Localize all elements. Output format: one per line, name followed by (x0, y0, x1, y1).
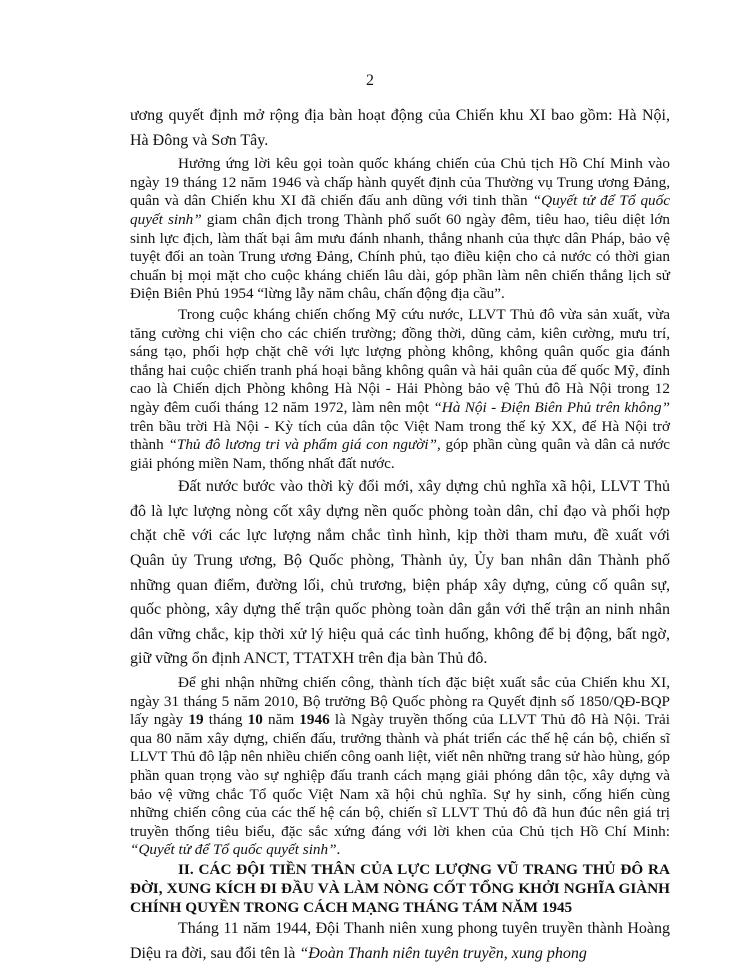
page-content (130, 104, 670, 967)
section-heading: II. CÁC ĐỘI TIỀN THÂN CỦA LỰC LƯỢNG VŨ TRANG THỦ ĐÔ RA ĐỜI, XUNG KÍCH ĐI ĐẦU VÀ LÀM NÒNG CỐT TỔNG KHỞI NGHĨA GIÀNH CHÍNH QUYỀN TRONG CÁCH MẠNG THÁNG TÁM NĂM 1945 (130, 860, 670, 916)
bold-day: 19 (188, 711, 204, 729)
bold-year: 1946 (299, 711, 330, 729)
paragraph-2: Hưởng ứng lời kêu gọi toàn quốc kháng chiến của Chủ tịch Hồ Chí Minh vào ngày 19 tháng 12 năm 1946 và chấp hành quyết định của Thường vụ Trung ương Đảng, quân và dân Chiến khu XI đã chiến đấu anh dũng với tinh thần “Quyết tử để Tổ quốc quyết sinh” giam chân địch trong Thành phố suốt 60 ngày đêm, tiêu hao, tiêu diệt lớn sinh lực địch, làm thất bại âm mưu đánh nhanh, thắng nhanh của thực dân Pháp, bảo vệ tuyệt đối an toàn Trung ương Đảng, Chính phủ, tạo điều kiện cho cả nước có thời gian chuẩn bị mọi mặt cho cuộc kháng chiến lâu dài, góp phần làm nên chiến thắng lịch sử Điện Biên Phủ 1954 “lừng lẫy năm châu, chấn động địa cầu”. (130, 155, 670, 303)
page-number: 2 (366, 72, 374, 89)
paragraph-1: ương quyết định mở rộng địa bàn hoạt động của Chiến khu XI bao gồm: Hà Nội, Hà Đông và Sơn Tây. (130, 107, 670, 149)
paragraph-5: Để ghi nhận những chiến công, thành tích đặc biệt xuất sắc của Chiến khu XI, ngày 31 tháng 5 năm 2010, Bộ trưởng Bộ Quốc phòng ra Quyết định số 1850/QĐ-BQP lấy ngày 19 tháng 10 năm 1946 là Ngày truyền thống của LLVT Thủ đô Hà Nội. Trải qua 80 năm xây dựng, chiến đấu, trưởng thành và phát triển các thế hệ cán bộ, chiến sĩ LLVT Thủ đô lập nên nhiều chiến công oanh liệt, viết nên những trang sử hào hùng, góp phần quan trọng vào sự nghiệp đấu tranh cách mạng giải phóng dân tộc, xây dựng và bảo vệ vững chắc Tổ quốc Việt Nam xã hội chủ nghĩa. Sự hy sinh, cống hiến cùng những chiến công của các thế hệ cán bộ, chiến sĩ LLVT Thủ đô đã hun đúc nên giá trị truyền thống tiêu biểu, đặc sắc xứng đáng với lời khen của Chủ tịch Hồ Chí Minh: “Quyết tử để Tổ quốc quyết sinh”. (130, 674, 670, 859)
quote-thu-do-luong-tri: “Thủ đô lương tri và phẩm giá con người” (168, 436, 438, 454)
paragraph-4: Đất nước bước vào thời kỳ đổi mới, xây dựng chủ nghĩa xã hội, LLVT Thủ đô là lực lượng nòng cốt xây dựng nền quốc phòng toàn dân, chỉ đạo và phối hợp chặt chẽ với các lực lượng nắm chắc tình hình, kịp thời tham mưu, đề xuất với Quân ủy Trung ương, Bộ Quốc phòng, Thành ủy, Ủy ban nhân dân Thành phố những quan điểm, đường lối, chủ trương, biện pháp xây dựng, củng cố quân sự, quốc phòng, xây dựng thế trận quốc phòng toàn dân gắn với thế trận an ninh nhân dân vững chắc, kịp thời xử lý hiệu quả các tình huống, không để bị động, bất ngờ, giữ vững ổn định ANCT, TTATXH trên địa bàn Thủ đô. (130, 478, 670, 668)
quote-quyet-tu: “Quyết tử để Tổ quốc quyết sinh” (130, 192, 670, 228)
quote-dien-bien-phu-tren-khong: “Hà Nội - Điện Biên Phủ trên không” (433, 398, 670, 416)
bold-month: 10 (247, 711, 263, 729)
paragraph-3: Trong cuộc kháng chiến chống Mỹ cứu nước, LLVT Thủ đô vừa sản xuất, vừa tăng cường chi viện cho các chiến trường; đồng thời, dũng cảm, kiên cường, mưu trí, sáng tạo, phối hợp chặt chẽ với lực lượng phòng không, không quân quốc gia đánh thắng hai cuộc chiến tranh phá hoại bằng không quân và hải quân của đế quốc Mỹ, đỉnh cao là Chiến dịch Phòng không Hà Nội - Hải Phòng bảo vệ Thủ đô Hà Nội trong 12 ngày đêm cuối tháng 12 năm 1972, làm nên một “Hà Nội - Điện Biên Phủ trên không” trên bầu trời Hà Nội - Kỳ tích của dân tộc Việt Nam trong thế kỷ XX, để Hà Nội trở thành “Thủ đô lương tri và phẩm giá con người”, góp phần cùng quân và dân cả nước giải phóng miền Nam, thống nhất đất nước. (130, 305, 670, 472)
paragraph-6: Tháng 11 năm 1944, Đội Thanh niên xung phong tuyên truyền thành Hoàng Diệu ra đời, sau đổi tên là “Đoàn Thanh niên tuyên truyền, xung phong (130, 920, 670, 962)
quote-ho-chi-minh: “Quyết tử để Tổ quốc quyết sinh” (130, 841, 337, 859)
quote-doan-thanh-nien: “Đoàn Thanh niên tuyên truyền, xung phong (299, 944, 587, 962)
